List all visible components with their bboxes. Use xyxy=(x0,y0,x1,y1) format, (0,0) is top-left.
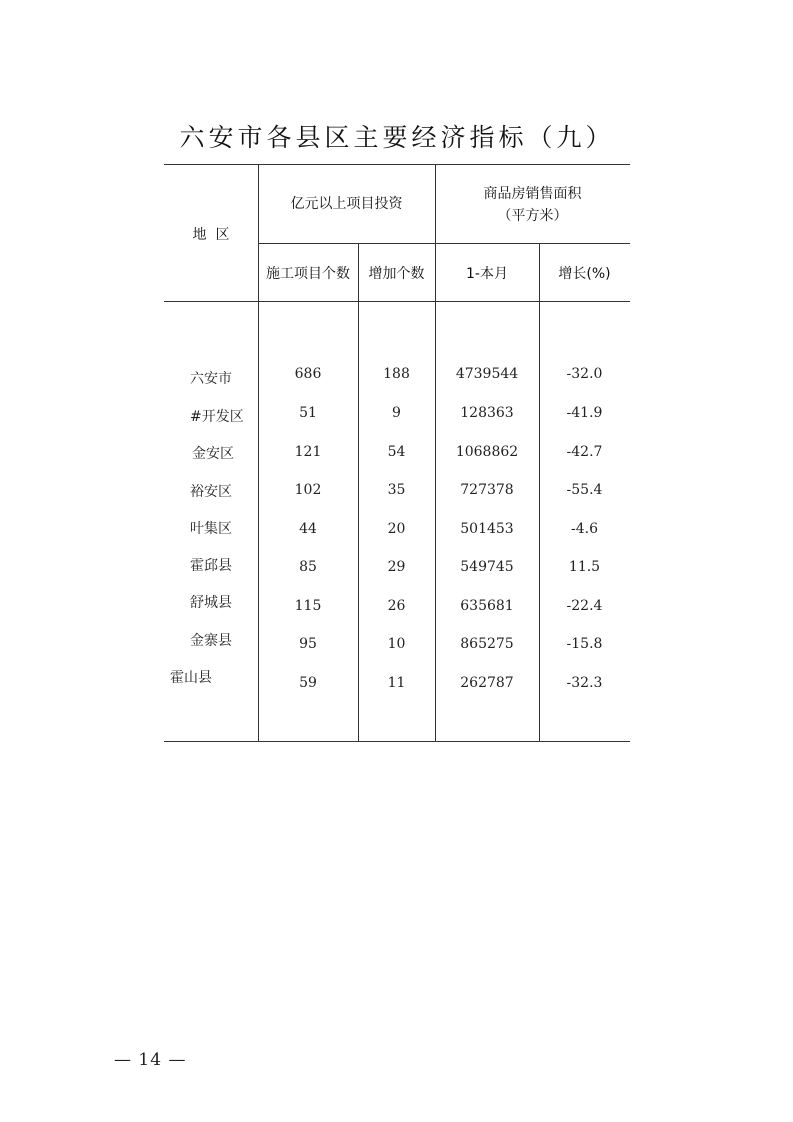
added-cell: 10 xyxy=(387,636,406,652)
growth-header: 增长(%) xyxy=(558,266,611,282)
added-count-header: 增加个数 xyxy=(368,266,425,282)
region-header: 地 区 xyxy=(192,227,230,243)
region-cell: 金寨县 xyxy=(190,633,232,649)
region-cell: 六安市 xyxy=(190,371,232,387)
ytd-cell: 549745 xyxy=(460,559,514,575)
added-cell: 20 xyxy=(387,521,406,537)
construction-cell: 59 xyxy=(299,675,317,691)
region-cell: 霍邱县 xyxy=(190,558,232,574)
growth-cell: -32.0 xyxy=(566,366,603,382)
added-cell: 35 xyxy=(387,482,406,498)
ytd-cell: 262787 xyxy=(460,675,514,691)
housing-sales-header-line1: 商品房销售面积 xyxy=(483,186,582,202)
page-number: — 14 — xyxy=(114,1050,187,1070)
ytd-cell: 128363 xyxy=(460,405,514,421)
ytd-cell: 1068862 xyxy=(455,444,519,460)
ytd-cell: 865275 xyxy=(460,636,514,652)
region-cell: 裕安区 xyxy=(190,484,232,500)
growth-cell: -22.4 xyxy=(566,598,603,614)
added-cell: 11 xyxy=(387,675,406,691)
ytd-header: 1-本月 xyxy=(466,266,508,282)
page-title: 六安市各县区主要经济指标（九） xyxy=(179,123,615,152)
added-cell: 26 xyxy=(387,598,406,614)
construction-cell: 102 xyxy=(294,482,322,498)
construction-cell: 115 xyxy=(294,598,322,614)
growth-cell: -55.4 xyxy=(566,482,603,498)
growth-cell: 11.5 xyxy=(568,559,601,575)
construction-cell: 95 xyxy=(299,636,317,652)
growth-cell: -15.8 xyxy=(566,636,603,652)
region-cell: 舒城县 xyxy=(190,595,232,611)
ytd-cell: 501453 xyxy=(460,521,514,537)
growth-cell: -41.9 xyxy=(566,405,603,421)
construction-cell: 121 xyxy=(294,444,322,460)
ytd-cell: 727378 xyxy=(460,482,514,498)
region-cell: 金安区 xyxy=(192,446,234,462)
added-cell: 188 xyxy=(383,366,410,382)
construction-cell: 85 xyxy=(299,559,317,575)
region-cell: #开发区 xyxy=(190,409,244,425)
table-top-rule xyxy=(164,164,630,165)
added-cell: 29 xyxy=(387,559,406,575)
housing-sales-header-line2: （平方米） xyxy=(497,208,568,224)
construction-cell: 44 xyxy=(299,521,317,537)
construction-cell: 686 xyxy=(294,366,322,382)
ytd-cell: 4739544 xyxy=(455,366,519,382)
growth-cell: -42.7 xyxy=(566,444,603,460)
construction-cell: 51 xyxy=(299,405,317,421)
project-investment-header: 亿元以上项目投资 xyxy=(290,196,403,212)
header-bottom-rule xyxy=(164,301,630,302)
table-bottom-rule xyxy=(164,741,630,742)
ytd-cell: 635681 xyxy=(460,598,514,614)
added-cell: 9 xyxy=(392,405,401,421)
region-cell: 霍山县 xyxy=(170,670,212,686)
added-cell: 54 xyxy=(387,444,406,460)
construction-count-header: 施工项目个数 xyxy=(266,266,350,282)
region-cell: 叶集区 xyxy=(190,521,232,537)
growth-cell: -4.6 xyxy=(571,521,598,537)
header-split-rule xyxy=(258,243,630,244)
growth-cell: -32.3 xyxy=(566,675,603,691)
